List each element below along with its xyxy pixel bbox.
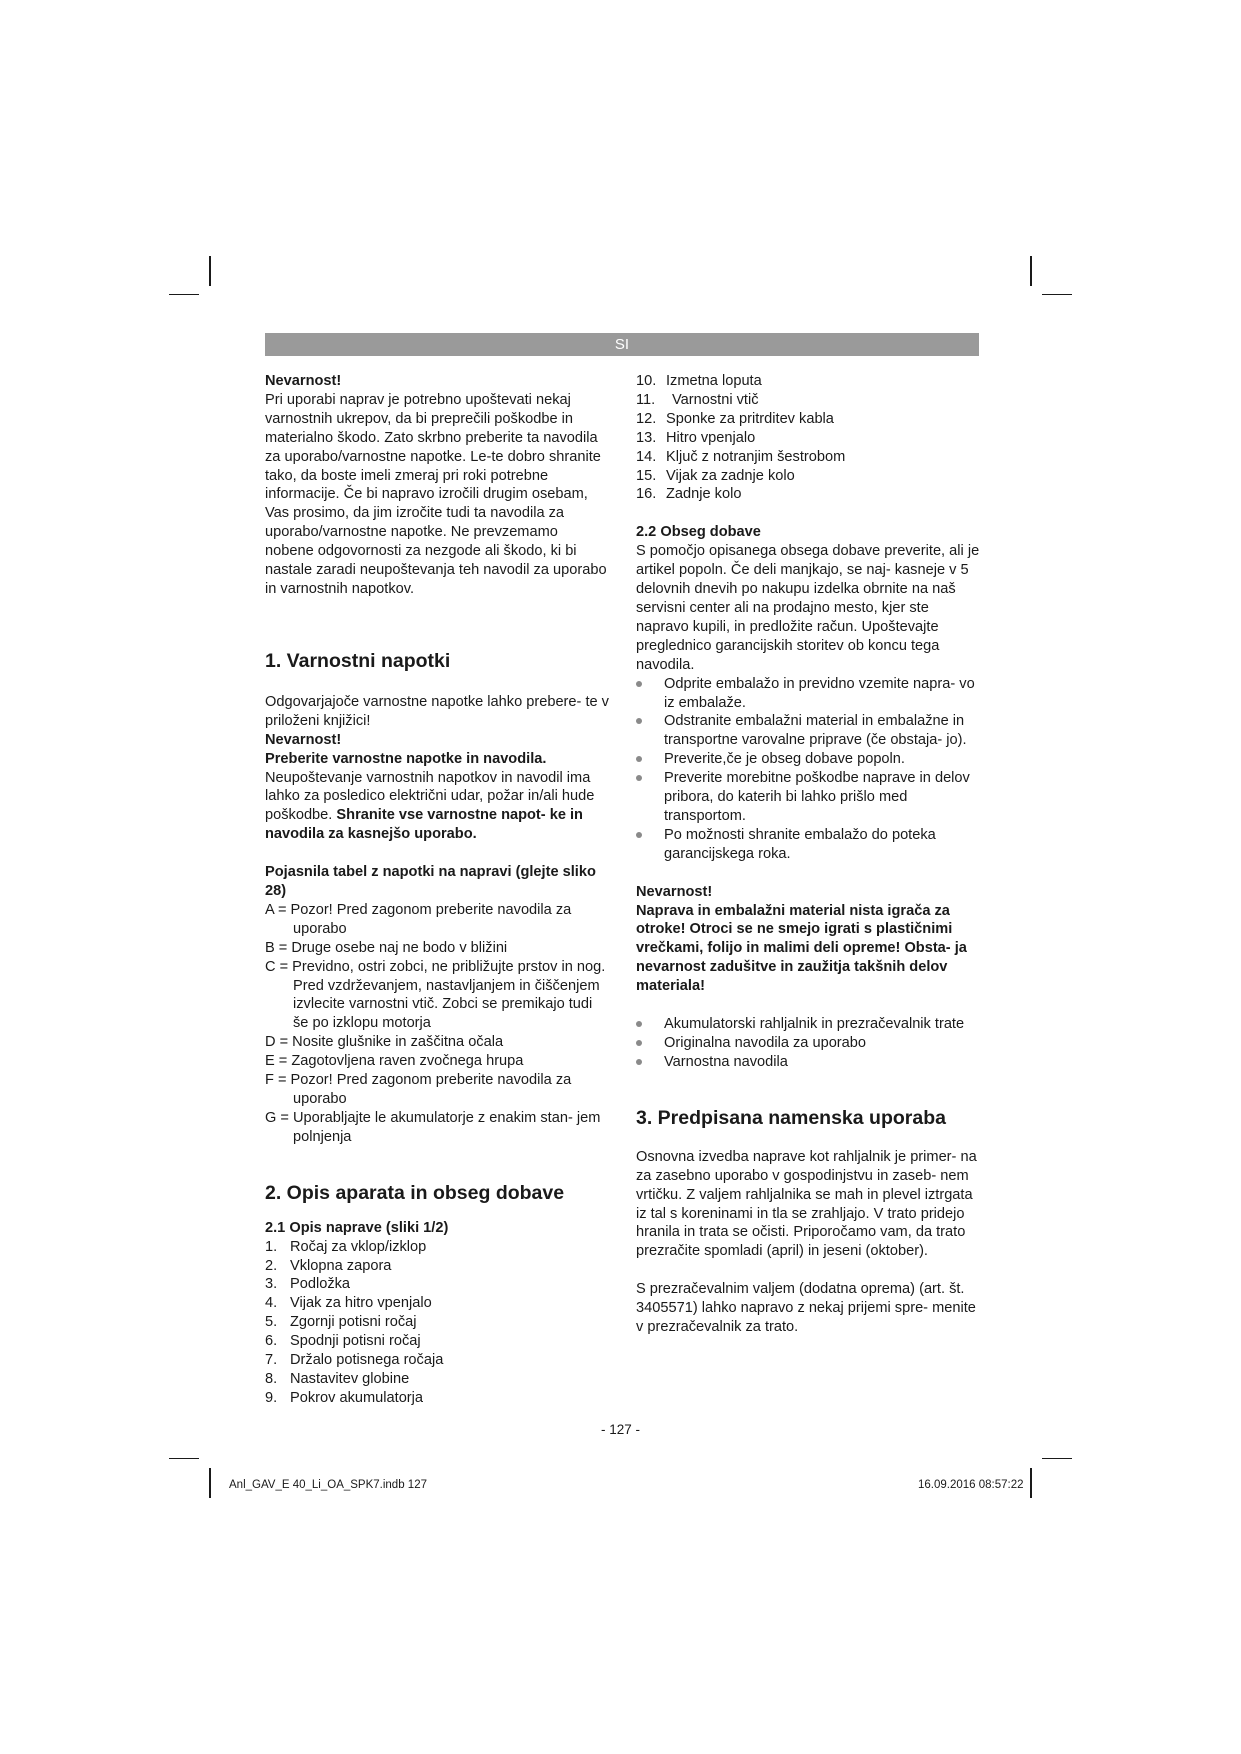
list-item: 5. Zgornji potisni ročaj [265, 1314, 417, 1331]
warning-text: Pri uporabi naprav je potrebno upoštevati nekaj varnostnih ukrepov, da bi preprečili poškodbe in materialno škodo. Zato skrbno preberite ta navodila za uporabo/varnostne napotke. Le-te dobro shranite tako, da boste imeli zmeraj pri roki potrebne informacije. Če bi napravo izročili drugim osebam, Vas prosimo, da jim izročite tudi ta navodila za uporabo/varnostne napotke. Ne prevzemamo nobene odgovornosti za nezgode ali škodo, ki bi nastale zaradi neupoštevanja teh navodil za uporabo in varnostnih napotkov. [265, 391, 607, 597]
left-column [265, 372, 610, 1408]
list-item: Odstranite embalažni material in embalažne in transportne varovalne priprave (če obstaja- jo). [636, 712, 981, 750]
section-intro: Odgovarjajoče varnostne napotke lahko prebere- te v priloženi knjižici! [265, 693, 609, 729]
list-item: Po možnosti shranite embalažo do poteka garancijskega roka. [636, 826, 981, 864]
section-heading: 3. Predpisana namenska uporaba [636, 1106, 946, 1129]
safety-text: Neupoštevanje varnostnih napotkov in navodil ima lahko za posledico električni udar, požar in/ali hude poškodbe. [265, 769, 595, 824]
list-item: 13. Hitro vpenjalo [636, 429, 756, 446]
bullet-icon [636, 681, 642, 687]
language-header-band [265, 333, 979, 356]
section-heading: 2. Opis aparata in obseg dobave [265, 1181, 565, 1204]
legend-item: A = Pozor! Pred zagonom preberite navodila za uporabo [265, 901, 572, 937]
language-code: SI [614, 336, 630, 353]
legend-item: C = Previdno, ostri zobci, ne približujte prstov in nog. Pred vzdrževanjem, nastavljanjem in čiščenjem izvlecite varnostni vtič. Zobci se premikajo tudi še po izklopu motorja [265, 958, 606, 1032]
list-item: 9. Pokrov akumulatorja [265, 1389, 424, 1406]
list-item: 2. Vklopna zapora [265, 1257, 392, 1274]
list-item: 14. Ključ z notranjim šestrobom [636, 448, 846, 465]
list-item: 12. Sponke za pritrditev kabla [636, 410, 834, 427]
page-number: - 127 - [600, 1422, 641, 1437]
crop-mark [1030, 1468, 1032, 1498]
section-heading: 1. Varnostni napotki [265, 649, 451, 672]
bullet-icon [636, 756, 642, 762]
bullet-list [636, 1015, 981, 1072]
list-item: 16. Zadnje kolo [636, 486, 742, 503]
crop-mark [169, 294, 199, 295]
warning-read: Preberite varnostne napotke in navodila. [265, 750, 547, 767]
list-item: Akumulatorski rahljalnik in prezračevalnik trate [636, 1015, 981, 1034]
subsection-heading: 2.2 Obseg dobave [636, 524, 761, 541]
warning-text: Naprava in embalažni material nista igrača za otroke! Otroci se ne smejo igrati s plastičnimi vrečkami, folijo in malimi deli opreme! Obsta- ja nevarnost zadušitve in zaužitja takšnih delov materiala! [636, 902, 967, 995]
footer-filename: Anl_GAV_E 40_Li_OA_SPK7.indb 127 [229, 1479, 427, 1491]
delivery-text: S pomočjo opisanega obsega dobave preverite, ali je artikel popoln. Če deli manjkajo, se naj- kasneje v 5 delovnih dnevih po nakupu izdelka obrnite na naš servisni center ali na prodajno mesto, kjer ste napravo kupili, in predložite račun. Upoštevajte preglednico garancijskih storitev ob koncu tega navodila. [636, 543, 980, 673]
legend-list [265, 901, 610, 1147]
legend-item: E = Zagotovljena raven zvočnega hrupa [265, 1053, 524, 1070]
legend-item: D = Nosite glušnike in zaščitna očala [265, 1034, 504, 1051]
list-item: Varnostna navodila [636, 1053, 981, 1072]
footer-timestamp: 16.09.2016 08:57:22 [918, 1479, 1024, 1491]
legend-item: B = Druge osebe naj ne bodo v bližini [265, 939, 508, 956]
warning-title: Nevarnost! [265, 373, 342, 389]
list-item: 4. Vijak za hitro vpenjalo [265, 1295, 432, 1312]
legend-title: Pojasnila tabel z napotki na napravi (glejte sliko 28) [265, 864, 596, 900]
usage-paragraph: S prezračevalnim valjem (dodatna oprema) (art. št. 3405571) lahko napravo z nekaj prijemi spre- menite v prezračevalnik za trato. [636, 1281, 976, 1336]
list-item: 1. Ročaj za vklop/izklop [265, 1238, 427, 1255]
bullet-icon [636, 832, 642, 838]
parts-list [265, 1238, 610, 1408]
list-item: 10. Izmetna loputa [636, 373, 762, 389]
crop-mark [209, 1468, 211, 1498]
list-item: 15. Vijak za zadnje kolo [636, 467, 795, 484]
right-column [636, 372, 981, 1337]
warning-title: Nevarnost! [636, 883, 713, 900]
legend-item: G = Uporabljajte le akumulatorje z enakim stan- jem polnjenja [265, 1109, 601, 1145]
crop-mark [209, 256, 211, 286]
list-item: 3. Podložka [265, 1276, 351, 1293]
safety-keep: Shranite vse varnostne napot- ke in navodila za kasnejšo uporabo. [265, 807, 583, 843]
list-item: 7. Držalo potisnega ročaja [265, 1352, 444, 1369]
list-item: 8. Nastavitev globine [265, 1370, 410, 1387]
bullet-icon [636, 718, 642, 724]
crop-mark [169, 1458, 199, 1459]
list-item: 6. Spodnji potisni ročaj [265, 1333, 421, 1350]
crop-mark [1042, 1458, 1072, 1459]
warning-title: Nevarnost! [265, 731, 342, 748]
legend-item: F = Pozor! Pred zagonom preberite navodila za uporabo [265, 1072, 572, 1107]
subsection-heading: 2.1 Opis naprave (sliki 1/2) [265, 1219, 449, 1236]
list-item: Originalna navodila za uporabo [636, 1034, 981, 1053]
bullet-icon [636, 1040, 642, 1046]
crop-mark [1042, 294, 1072, 295]
crop-mark [1030, 256, 1032, 286]
bullet-list [636, 675, 981, 864]
usage-paragraph: Osnovna izvedba naprave kot rahljalnik je primer- na za zasebno uporabo v gospodinjstvu in zaseb- nem vrtičku. Z valjem rahljalnika se mah in plevel iztrgata iz tal s koreninami in tla se zrahljajo. V trato pridejo hranila in trata se očisti. Priporočamo vam, da trato prezračite spomladi (april) in jeseni (oktober). [636, 1148, 977, 1260]
bullet-icon [636, 1059, 642, 1065]
list-item: Preverite,če je obseg dobave popoln. [636, 750, 981, 769]
parts-list-continued [636, 372, 981, 504]
list-item: Odprite embalažo in previdno vzemite napra- vo iz embalaže. [636, 675, 981, 713]
safety-paragraph [265, 769, 610, 845]
bullet-icon [636, 775, 642, 781]
list-item: 11. Varnostni vtič [636, 391, 759, 408]
list-item: Preverite morebitne poškodbe naprave in delov pribora, do katerih bi lahko prišlo med transportom. [636, 769, 981, 826]
bullet-icon [636, 1021, 642, 1027]
